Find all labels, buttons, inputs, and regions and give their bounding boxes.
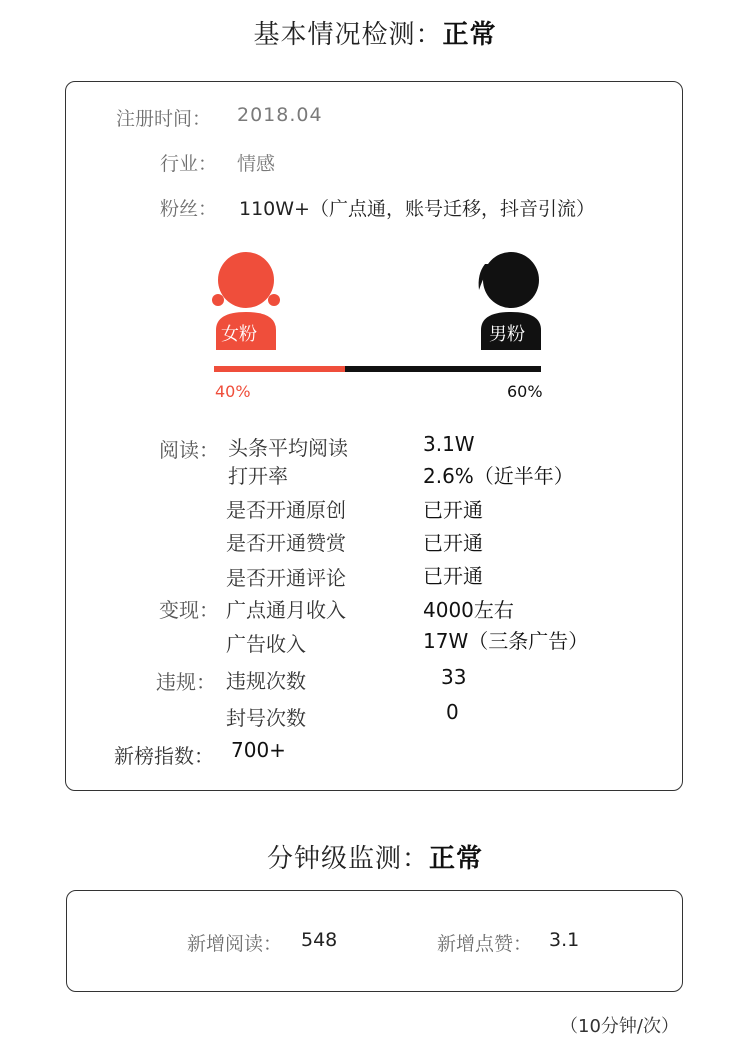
rank-label: 新榜指数： <box>114 744 214 768</box>
new-like-label: 新增点赞： <box>437 933 533 955</box>
violation-value: 33 <box>441 665 467 689</box>
reading-value: 2.6%（近半年） <box>423 464 574 488</box>
male-percent: 60% <box>507 382 543 401</box>
violation-item: 违规次数 <box>226 669 306 693</box>
new-like-value: 3.1 <box>549 929 580 951</box>
reading-item: 头条平均阅读 <box>228 436 348 460</box>
minute-section-title <box>0 838 750 875</box>
minute-monitor-card <box>66 890 683 992</box>
reg-value: 2018.04 <box>237 104 323 126</box>
basic-status: 正常 <box>442 20 497 50</box>
reg-label: 注册时间： <box>116 108 212 130</box>
industry-value: 情感 <box>237 153 276 175</box>
frequency-note: （10分钟/次） <box>560 1016 679 1037</box>
fans-value: 110W+（广点通，账号迁移，抖音引流） <box>239 198 595 220</box>
monetize-item: 广点通月收入 <box>226 598 346 622</box>
female-percent: 40% <box>215 382 251 401</box>
industry-label: 行业： <box>160 153 218 175</box>
reading-item: 是否开通原创 <box>226 498 346 522</box>
basic-section-title <box>0 14 750 51</box>
new-read-value: 548 <box>301 929 338 951</box>
female-ratio-fill <box>214 366 345 372</box>
female-label: 女粉 <box>221 324 257 345</box>
basic-title-label: 基本情况检测： <box>253 20 443 50</box>
reading-value: 已开通 <box>423 564 483 588</box>
gender-ratio-bar <box>214 366 541 372</box>
monetize-label: 变现： <box>159 598 219 622</box>
minute-title-label: 分钟级监测： <box>266 844 429 874</box>
reading-value: 3.1W <box>423 432 475 456</box>
minute-status: 正常 <box>429 844 484 874</box>
reading-value: 已开通 <box>423 498 483 522</box>
rank-value: 700+ <box>231 738 286 762</box>
violation-item: 封号次数 <box>226 706 306 730</box>
monetize-value: 4000左右 <box>423 598 514 622</box>
basic-info-card <box>65 81 683 791</box>
new-read-label: 新增阅读： <box>187 933 283 955</box>
monetize-item: 广告收入 <box>226 632 306 656</box>
male-label: 男粉 <box>489 324 525 345</box>
violation-value: 0 <box>446 700 459 724</box>
fans-label: 粉丝： <box>160 198 218 220</box>
reading-item: 是否开通赞赏 <box>226 531 346 555</box>
reading-item: 打开率 <box>228 464 288 488</box>
violation-label: 违规： <box>156 670 216 694</box>
reading-label: 阅读： <box>159 438 219 462</box>
reading-value: 已开通 <box>423 531 483 555</box>
reading-item: 是否开通评论 <box>226 566 346 590</box>
monetize-value: 17W（三条广告） <box>423 629 589 653</box>
